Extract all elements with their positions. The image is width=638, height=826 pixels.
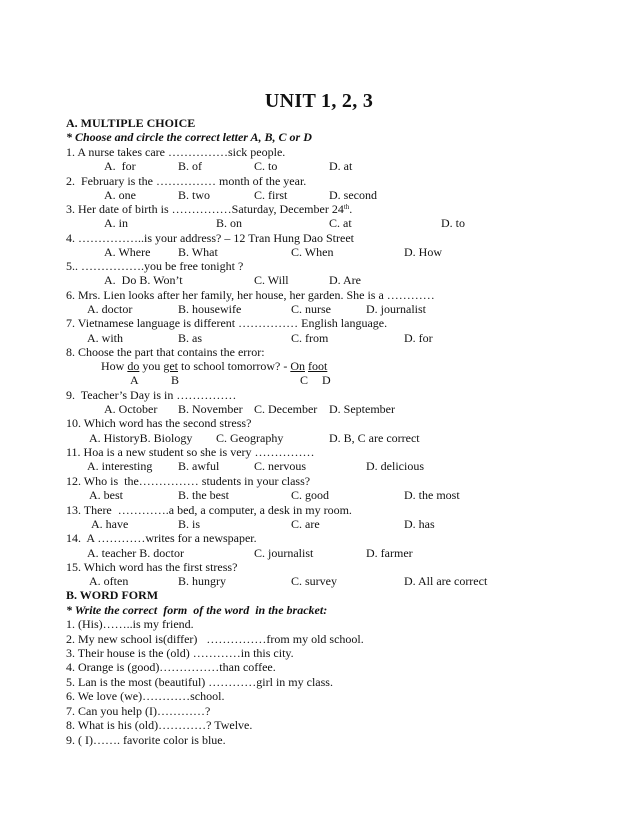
option-a: A. one [104,188,136,202]
option-b: B. two [178,188,211,202]
option-b: B. the best [178,488,229,502]
option-c: C. survey [291,574,337,588]
word-form-item-5: 5. Lan is the most (beautiful) …………girl in my class. [66,675,333,689]
question-3-stem [66,202,352,216]
option-c: C. are [291,517,320,531]
option-a: A. doctor [87,302,133,316]
word-form-item-8: 8. What is his (old)…………? Twelve. [66,718,253,732]
option-a: A. in [104,216,128,230]
question-7-stem: 7. Vietnamese language is different …………… English language. [66,316,388,330]
word-form-item-3: 3. Their house is the (old) …………in this city. [66,646,294,660]
word-form-item-6: 6. We love (we)…………school. [66,689,225,703]
option-b: B. hungry [178,574,226,588]
question-3-end: . [349,202,353,216]
option-d: D. for [404,331,433,345]
question-7-options [0,331,638,345]
option-a: A. best [89,488,123,502]
option-a-b: A. Do B. Won’t [104,273,183,287]
letter-a: A [130,373,139,387]
question-9-options [0,402,638,416]
option-b: B. housewife [178,302,242,316]
error-sentence [101,359,327,373]
question-10-options [0,431,638,445]
option-c: C. nervous [254,459,306,473]
section-b-heading: B. WORD FORM [66,588,159,602]
option-a: A. Where [104,245,151,259]
option-b: B. What [178,245,218,259]
option-d: D. delicious [366,459,424,473]
underlined-part-c: On [290,359,305,373]
option-c: C. to [254,159,278,173]
letter-d: D [322,373,331,387]
question-5-options [0,273,638,287]
option-d: D. B, C are correct [329,431,420,445]
option-c: C. Geography [216,431,284,445]
ordinal-suffix: th [343,203,350,211]
word-form-item-2: 2. My new school is(differ) ……………from my old school. [66,632,364,646]
question-9-stem: 9. Teacher’s Day is in …………… [66,388,237,402]
word-form-item-7: 7. Can you help (I)…………? [66,704,211,718]
word-form-item-9: 9. ( I)……. favorite color is blue. [66,733,226,747]
option-c: C. good [291,488,330,502]
option-a: A. October [104,402,158,416]
section-b-instruction: * Write the correct form of the word in the bracket: [66,603,328,617]
letter-b: B [171,373,180,387]
option-c: C. journalist [254,546,314,560]
question-8-stem: 8. Choose the part that contains the error: [66,345,265,359]
option-c: C. at [329,216,352,230]
option-b: B. as [178,331,202,345]
option-d: D. September [329,402,395,416]
question-12-stem: 12. Who is the…………… students in your class? [66,474,311,488]
section-a-instruction: * Choose and circle the correct letter A, B, C or D [66,130,312,144]
question-14-stem: 14. A …………writes for a newspaper. [66,531,257,545]
option-d: D. the most [404,488,460,502]
option-c: C. first [254,188,288,202]
option-b: B. is [178,517,201,531]
question-13-options [0,517,638,531]
option-c: C. When [291,245,334,259]
option-d: D. has [404,517,435,531]
question-6-options [0,302,638,316]
option-d: D. to [441,216,465,230]
option-c: C. Will [254,273,289,287]
option-a: A. interesting [87,459,153,473]
option-c: C. from [291,331,329,345]
question-3-text: 3. Her date of birth is ……………Saturday, December 24 [66,202,344,216]
option-b: B. of [178,159,202,173]
underlined-part-a: do [127,359,140,373]
question-15-options [0,574,638,588]
option-b: B. on [216,216,243,230]
option-d: D. farmer [366,546,413,560]
question-10-stem: 10. Which word has the second stress? [66,416,252,430]
page-title: UNIT 1, 2, 3 [264,90,374,112]
option-c: C. nurse [291,302,331,316]
question-1-options [0,159,638,173]
option-b: B. awful [178,459,220,473]
question-12-options [0,488,638,502]
option-a-b: A. teacher B. doctor [87,546,184,560]
sentence-part: you [139,359,164,373]
sentence-part: How [101,359,128,373]
option-d: D. All are correct [404,574,488,588]
underlined-part-d: foot [308,359,328,373]
word-form-item-4: 4. Orange is (good)……………than coffee. [66,660,276,674]
option-a: A. often [89,574,129,588]
option-c: C. December [254,402,318,416]
question-2-options [0,188,638,202]
option-a-b: A. HistoryB. Biology [89,431,193,445]
option-d: D. How [404,245,442,259]
question-1-stem: 1. A nurse takes care ……………sick people. [66,145,286,159]
question-8-letters [0,373,638,387]
section-a-heading: A. MULTIPLE CHOICE [66,116,196,130]
letter-c: C [300,373,309,387]
sentence-part: to school tomorrow? - [178,359,291,373]
question-11-stem: 11. Hoa is a new student so she is very …………… [66,445,315,459]
option-d: D. at [329,159,353,173]
question-4-options [0,245,638,259]
question-14-options [0,546,638,560]
option-d: D. journalist [366,302,426,316]
question-2-stem: 2. February is the …………… month of the year. [66,174,307,188]
option-a: A. with [87,331,123,345]
option-d: D. second [329,188,377,202]
word-form-item-1: 1. (His)……..is my friend. [66,617,194,631]
question-6-stem: 6. Mrs. Lien looks after her family, her house, her garden. She is a ………… [66,288,435,302]
option-d: D. Are [329,273,361,287]
question-4-stem: 4. ……………..is your address? – 12 Tran Hung Dao Street [66,231,354,245]
question-5-stem: 5.. …………….you be free tonight ? [66,259,244,273]
option-a: A. for [104,159,136,173]
option-a: A. have [91,517,129,531]
underlined-part-b: get [163,359,179,373]
question-3-options [0,216,638,230]
question-11-options [0,459,638,473]
option-b: B. November [178,402,243,416]
question-13-stem: 13. There ………….a bed, a computer, a desk in my room. [66,503,352,517]
question-15-stem: 15. Which word has the first stress? [66,560,238,574]
